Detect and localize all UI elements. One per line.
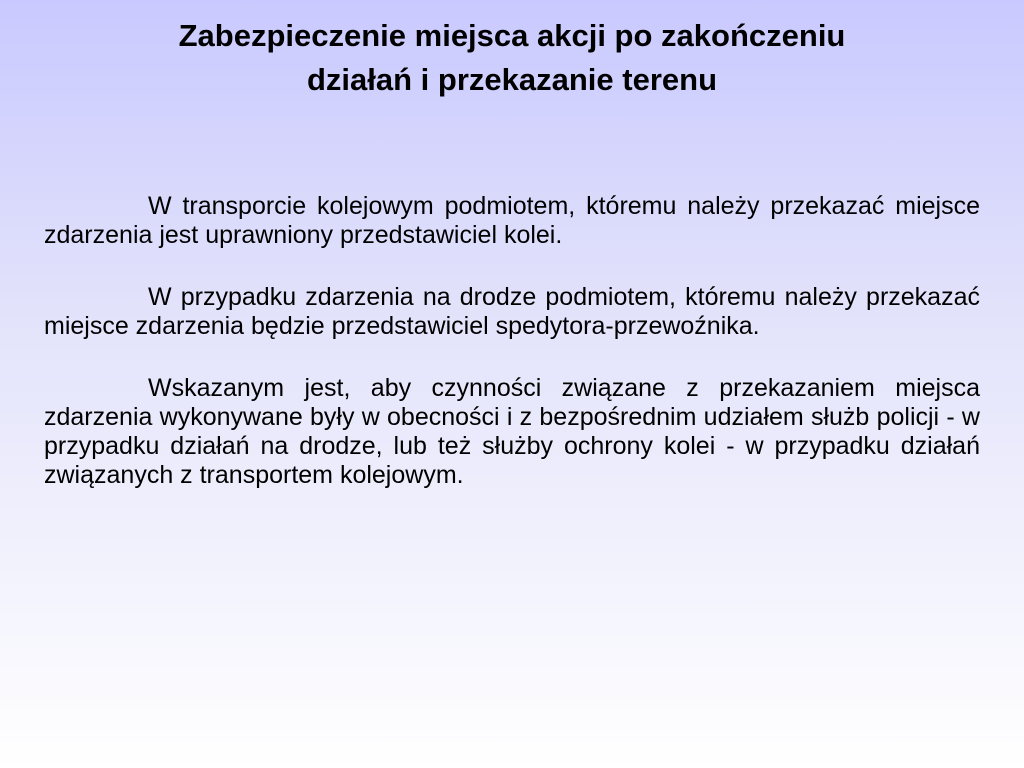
- slide-title-line-2: działań i przekazanie terenu: [306, 62, 718, 97]
- slide-title-line-1: Zabezpieczenie miejsca akcji po zakończeniu: [178, 18, 846, 53]
- paragraph-road-incident: W przypadku zdarzenia na drodze podmiotem, któremu należy przekazać miejsce zdarzenia będzie przedstawiciel spedytora-przewoźnika.: [44, 283, 980, 340]
- slide-body: [44, 192, 980, 490]
- slide-title: [40, 14, 984, 102]
- paragraph-railway-transport: W transporcie kolejowym podmiotem, któremu należy przekazać miejsce zdarzenia jest uprawniony przedstawiciel kolei.: [44, 192, 980, 249]
- paragraph-handover-presence: Wskazanym jest, aby czynności związane z przekazaniem miejsca zdarzenia wykonywane były w obecności i z bezpośrednim udziałem służb policji - w przypadku działań na drodze, lub też służby ochrony kolei - w przypadku działań związanych z transportem kolejowym.: [44, 374, 980, 489]
